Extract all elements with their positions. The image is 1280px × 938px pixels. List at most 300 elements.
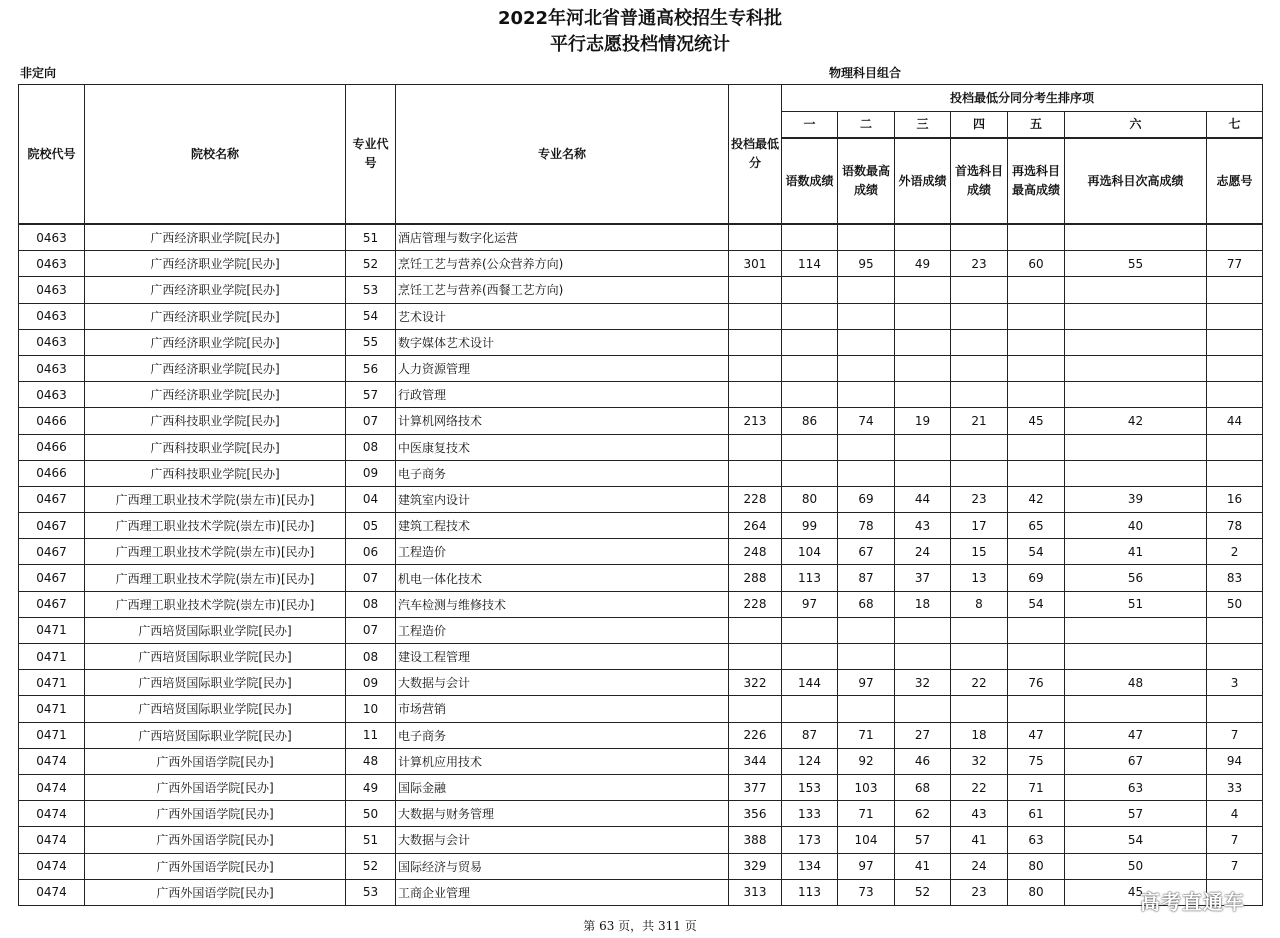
cell-major-name: 中医康复技术: [396, 434, 729, 460]
table-row: [19, 670, 1263, 696]
cell-min-score: [729, 382, 782, 408]
cell-min-score: [729, 224, 782, 251]
cell-chinese-math: 124: [782, 748, 838, 774]
cell-reselect-max: 69: [1008, 565, 1065, 591]
cell-reselect-max: 54: [1008, 591, 1065, 617]
cell-school-code: 0466: [19, 408, 85, 434]
header-school-code: 院校代号: [19, 85, 85, 225]
cell-major-code: 52: [346, 853, 396, 879]
cell-choice-number: [1207, 355, 1263, 381]
cell-school-code: 0466: [19, 460, 85, 486]
cell-major-code: 54: [346, 303, 396, 329]
cell-reselect-max: [1008, 277, 1065, 303]
cell-school-name: 广西科技职业学院[民办]: [85, 408, 346, 434]
cell-foreign-lang: 46: [895, 748, 951, 774]
cell-reselect-max: 71: [1008, 774, 1065, 800]
cell-first-subject: 24: [951, 853, 1008, 879]
cell-school-code: 0463: [19, 303, 85, 329]
cell-reselect-max: [1008, 696, 1065, 722]
table-row: [19, 748, 1263, 774]
table-row: [19, 355, 1263, 381]
cell-choice-number: 44: [1207, 408, 1263, 434]
cell-major-code: 50: [346, 801, 396, 827]
cell-school-name: 广西外国语学院[民办]: [85, 879, 346, 905]
table-row: [19, 434, 1263, 460]
table-row: [19, 879, 1263, 905]
cell-choice-number: 2: [1207, 539, 1263, 565]
cell-first-subject: [951, 434, 1008, 460]
cell-reselect-max: 42: [1008, 486, 1065, 512]
table-row: [19, 591, 1263, 617]
header-num-7: 七: [1207, 112, 1263, 139]
page-subtitle: 平行志愿投档情况统计: [550, 34, 730, 55]
cell-reselect-second: 40: [1065, 513, 1207, 539]
cell-reselect-second: [1065, 434, 1207, 460]
cell-school-code: 0467: [19, 565, 85, 591]
cell-chinese-math: 144: [782, 670, 838, 696]
cell-major-name: 大数据与会计: [396, 827, 729, 853]
cell-min-score: [729, 355, 782, 381]
cell-first-subject: 8: [951, 591, 1008, 617]
cell-school-code: 0474: [19, 853, 85, 879]
subject-combination-label: 物理科目组合: [829, 66, 902, 80]
cell-choice-number: 83: [1207, 565, 1263, 591]
cell-chinese-math: [782, 224, 838, 251]
cell-major-name: 电子商务: [396, 460, 729, 486]
cell-major-name: 工程造价: [396, 617, 729, 643]
cell-major-code: 08: [346, 434, 396, 460]
cell-chinese-math-max: [838, 382, 895, 408]
cell-school-code: 0463: [19, 355, 85, 381]
cell-major-code: 07: [346, 565, 396, 591]
cell-foreign-lang: 43: [895, 513, 951, 539]
header-num-4: 四: [951, 112, 1008, 139]
cell-school-name: 广西经济职业学院[民办]: [85, 251, 346, 277]
cell-reselect-max: [1008, 303, 1065, 329]
cell-major-code: 52: [346, 251, 396, 277]
cell-min-score: 388: [729, 827, 782, 853]
cell-first-subject: [951, 277, 1008, 303]
table-row: [19, 224, 1263, 251]
cell-chinese-math-max: 103: [838, 774, 895, 800]
table-row: [19, 382, 1263, 408]
cell-school-code: 0467: [19, 539, 85, 565]
table-row: [19, 408, 1263, 434]
cell-major-name: 汽车检测与维修技术: [396, 591, 729, 617]
cell-school-name: 广西理工职业技术学院(崇左市)[民办]: [85, 513, 346, 539]
cell-chinese-math-max: [838, 224, 895, 251]
cell-foreign-lang: [895, 303, 951, 329]
cell-min-score: [729, 460, 782, 486]
cell-first-subject: 15: [951, 539, 1008, 565]
cell-major-code: 53: [346, 879, 396, 905]
cell-foreign-lang: 62: [895, 801, 951, 827]
cell-school-name: 广西经济职业学院[民办]: [85, 277, 346, 303]
table-row: [19, 277, 1263, 303]
cell-reselect-max: [1008, 617, 1065, 643]
cell-foreign-lang: 52: [895, 879, 951, 905]
cell-chinese-math: 80: [782, 486, 838, 512]
cell-reselect-second: [1065, 277, 1207, 303]
cell-major-name: 工程造价: [396, 539, 729, 565]
cell-major-code: 57: [346, 382, 396, 408]
cell-first-subject: 41: [951, 827, 1008, 853]
cell-major-code: 51: [346, 827, 396, 853]
cell-first-subject: 32: [951, 748, 1008, 774]
cell-chinese-math: [782, 303, 838, 329]
cell-choice-number: [1207, 617, 1263, 643]
cell-reselect-second: [1065, 329, 1207, 355]
cell-reselect-second: [1065, 460, 1207, 486]
cell-school-name: 广西理工职业技术学院(崇左市)[民办]: [85, 486, 346, 512]
cell-chinese-math-max: 67: [838, 539, 895, 565]
cell-reselect-second: 54: [1065, 827, 1207, 853]
cell-major-code: 51: [346, 224, 396, 251]
cell-school-name: 广西经济职业学院[民办]: [85, 329, 346, 355]
cell-foreign-lang: 68: [895, 774, 951, 800]
cell-foreign-lang: [895, 355, 951, 381]
cell-chinese-math-max: 71: [838, 801, 895, 827]
header-sort-7: 志愿号: [1207, 138, 1263, 224]
cell-choice-number: 77: [1207, 251, 1263, 277]
cell-major-name: 国际经济与贸易: [396, 853, 729, 879]
cell-choice-number: 4: [1207, 801, 1263, 827]
cell-chinese-math: 134: [782, 853, 838, 879]
cell-major-code: 56: [346, 355, 396, 381]
cell-school-name: 广西科技职业学院[民办]: [85, 460, 346, 486]
header-sort-3: 外语成绩: [895, 138, 951, 224]
cell-first-subject: [951, 617, 1008, 643]
cell-major-code: 08: [346, 591, 396, 617]
cell-chinese-math: [782, 382, 838, 408]
cell-chinese-math-max: 104: [838, 827, 895, 853]
header-num-1: 一: [782, 112, 838, 139]
cell-reselect-max: [1008, 224, 1065, 251]
cell-chinese-math-max: 97: [838, 853, 895, 879]
cell-reselect-second: [1065, 303, 1207, 329]
cell-choice-number: [1207, 224, 1263, 251]
header-num-6: 六: [1065, 112, 1207, 139]
header-sort-1: 语数成绩: [782, 138, 838, 224]
header-sort-5: 再选科目最高成绩: [1008, 138, 1065, 224]
cell-min-score: 377: [729, 774, 782, 800]
cell-reselect-second: [1065, 617, 1207, 643]
header-school-name: 院校名称: [85, 85, 346, 225]
cell-school-name: 广西外国语学院[民办]: [85, 748, 346, 774]
page-title: 2022年河北省普通高校招生专科批: [497, 8, 783, 29]
cell-reselect-max: 45: [1008, 408, 1065, 434]
cell-min-score: [729, 617, 782, 643]
cell-chinese-math: 133: [782, 801, 838, 827]
cell-school-name: 广西培贤国际职业学院[民办]: [85, 722, 346, 748]
cell-chinese-math: [782, 355, 838, 381]
cell-min-score: [729, 329, 782, 355]
cell-reselect-second: 45: [1065, 879, 1207, 905]
cell-first-subject: 22: [951, 774, 1008, 800]
cell-first-subject: 23: [951, 251, 1008, 277]
cell-foreign-lang: 27: [895, 722, 951, 748]
cell-school-name: 广西经济职业学院[民办]: [85, 382, 346, 408]
cell-school-name: 广西理工职业技术学院(崇左市)[民办]: [85, 565, 346, 591]
cell-choice-number: [1207, 277, 1263, 303]
cell-min-score: 356: [729, 801, 782, 827]
cell-chinese-math: 153: [782, 774, 838, 800]
cell-chinese-math-max: 71: [838, 722, 895, 748]
header-num-3: 三: [895, 112, 951, 139]
cell-choice-number: 3: [1207, 670, 1263, 696]
cell-major-name: 机电一体化技术: [396, 565, 729, 591]
cell-reselect-second: 42: [1065, 408, 1207, 434]
cell-chinese-math: 99: [782, 513, 838, 539]
cell-chinese-math: 87: [782, 722, 838, 748]
table-row: [19, 460, 1263, 486]
cell-reselect-second: [1065, 644, 1207, 670]
cell-reselect-max: [1008, 434, 1065, 460]
cell-reselect-max: 60: [1008, 251, 1065, 277]
cell-chinese-math: [782, 434, 838, 460]
header-sort-6: 再选科目次高成绩: [1065, 138, 1207, 224]
cell-min-score: 288: [729, 565, 782, 591]
cell-reselect-second: 67: [1065, 748, 1207, 774]
cell-min-score: [729, 644, 782, 670]
table-row: [19, 774, 1263, 800]
cell-reselect-max: [1008, 329, 1065, 355]
cell-foreign-lang: [895, 224, 951, 251]
table-row: [19, 644, 1263, 670]
table-row: [19, 565, 1263, 591]
cell-major-code: 09: [346, 670, 396, 696]
cell-school-code: 0471: [19, 722, 85, 748]
cell-school-code: 0471: [19, 670, 85, 696]
cell-chinese-math-max: [838, 617, 895, 643]
cell-chinese-math: 173: [782, 827, 838, 853]
cell-major-name: 建筑工程技术: [396, 513, 729, 539]
cell-major-name: 国际金融: [396, 774, 729, 800]
cell-major-code: 53: [346, 277, 396, 303]
cell-choice-number: [1207, 329, 1263, 355]
cell-major-name: 大数据与会计: [396, 670, 729, 696]
cell-first-subject: [951, 355, 1008, 381]
cell-school-code: 0467: [19, 591, 85, 617]
cell-chinese-math: [782, 644, 838, 670]
cell-school-code: 0463: [19, 224, 85, 251]
cell-school-name: 广西培贤国际职业学院[民办]: [85, 644, 346, 670]
cell-choice-number: 7: [1207, 722, 1263, 748]
cell-school-name: 广西外国语学院[民办]: [85, 774, 346, 800]
cell-major-code: 48: [346, 748, 396, 774]
table-row: [19, 303, 1263, 329]
cell-choice-number: [1207, 434, 1263, 460]
header-major-code: 专业代号: [346, 85, 396, 225]
header-min-score: 投档最低分: [729, 85, 782, 225]
cell-first-subject: 22: [951, 670, 1008, 696]
cell-reselect-max: 65: [1008, 513, 1065, 539]
cell-major-name: 数字媒体艺术设计: [396, 329, 729, 355]
header-tie-group: 投档最低分同分考生排序项: [782, 85, 1263, 112]
table-row: [19, 801, 1263, 827]
cell-foreign-lang: [895, 277, 951, 303]
cell-first-subject: [951, 696, 1008, 722]
cell-choice-number: 94: [1207, 748, 1263, 774]
cell-school-name: 广西培贤国际职业学院[民办]: [85, 696, 346, 722]
cell-foreign-lang: 57: [895, 827, 951, 853]
cell-foreign-lang: [895, 434, 951, 460]
cell-chinese-math-max: 95: [838, 251, 895, 277]
cell-school-code: 0474: [19, 827, 85, 853]
cell-first-subject: [951, 329, 1008, 355]
cell-min-score: 329: [729, 853, 782, 879]
cell-reselect-max: 75: [1008, 748, 1065, 774]
cell-major-code: 08: [346, 644, 396, 670]
cell-foreign-lang: [895, 617, 951, 643]
cell-major-name: 工商企业管理: [396, 879, 729, 905]
cell-reselect-second: 50: [1065, 853, 1207, 879]
cell-min-score: 344: [729, 748, 782, 774]
cell-major-name: 人力资源管理: [396, 355, 729, 381]
cell-min-score: 248: [729, 539, 782, 565]
cell-chinese-math-max: [838, 644, 895, 670]
table-row: [19, 513, 1263, 539]
table-row: [19, 853, 1263, 879]
header-sort-2: 语数最高成绩: [838, 138, 895, 224]
cell-foreign-lang: [895, 329, 951, 355]
cell-chinese-math-max: 97: [838, 670, 895, 696]
cell-school-name: 广西经济职业学院[民办]: [85, 303, 346, 329]
cell-chinese-math-max: [838, 696, 895, 722]
cell-foreign-lang: [895, 382, 951, 408]
cell-first-subject: [951, 382, 1008, 408]
cell-school-code: 0463: [19, 277, 85, 303]
cell-school-name: 广西外国语学院[民办]: [85, 801, 346, 827]
cell-major-code: 11: [346, 722, 396, 748]
cell-reselect-second: 55: [1065, 251, 1207, 277]
cell-major-name: 艺术设计: [396, 303, 729, 329]
cell-school-code: 0474: [19, 774, 85, 800]
cell-chinese-math: [782, 460, 838, 486]
cell-chinese-math: [782, 696, 838, 722]
cell-school-name: 广西理工职业技术学院(崇左市)[民办]: [85, 539, 346, 565]
cell-min-score: 226: [729, 722, 782, 748]
cell-chinese-math: 104: [782, 539, 838, 565]
cell-school-code: 0467: [19, 513, 85, 539]
cell-reselect-max: [1008, 460, 1065, 486]
admission-table: [18, 84, 1263, 906]
cell-chinese-math: [782, 329, 838, 355]
cell-min-score: 228: [729, 591, 782, 617]
cell-foreign-lang: 32: [895, 670, 951, 696]
cell-major-code: 05: [346, 513, 396, 539]
cell-school-code: 0474: [19, 879, 85, 905]
cell-foreign-lang: 24: [895, 539, 951, 565]
cell-school-name: 广西培贤国际职业学院[民办]: [85, 670, 346, 696]
cell-major-name: 烹饪工艺与营养(公众营养方向): [396, 251, 729, 277]
cell-major-name: 电子商务: [396, 722, 729, 748]
cell-first-subject: 23: [951, 879, 1008, 905]
table-row: [19, 827, 1263, 853]
cell-school-name: 广西培贤国际职业学院[民办]: [85, 617, 346, 643]
cell-chinese-math-max: 92: [838, 748, 895, 774]
cell-chinese-math-max: 73: [838, 879, 895, 905]
cell-major-name: 计算机网络技术: [396, 408, 729, 434]
cell-school-code: 0471: [19, 617, 85, 643]
cell-min-score: 301: [729, 251, 782, 277]
cell-school-code: 0471: [19, 644, 85, 670]
cell-choice-number: 16: [1207, 486, 1263, 512]
header-num-5: 五: [1008, 112, 1065, 139]
cell-reselect-second: 56: [1065, 565, 1207, 591]
cell-chinese-math: 113: [782, 565, 838, 591]
cell-choice-number: 33: [1207, 774, 1263, 800]
cell-choice-number: [1207, 696, 1263, 722]
cell-min-score: 228: [729, 486, 782, 512]
cell-choice-number: 50: [1207, 591, 1263, 617]
cell-chinese-math: 114: [782, 251, 838, 277]
cell-foreign-lang: 41: [895, 853, 951, 879]
cell-school-code: 0474: [19, 801, 85, 827]
table-row: [19, 329, 1263, 355]
cell-reselect-max: 61: [1008, 801, 1065, 827]
cell-min-score: 313: [729, 879, 782, 905]
cell-reselect-max: 47: [1008, 722, 1065, 748]
cell-min-score: [729, 434, 782, 460]
header-sort-4: 首选科目成绩: [951, 138, 1008, 224]
cell-chinese-math: 113: [782, 879, 838, 905]
cell-school-code: 0463: [19, 251, 85, 277]
cell-major-code: 06: [346, 539, 396, 565]
cell-chinese-math-max: 68: [838, 591, 895, 617]
cell-school-code: 0467: [19, 486, 85, 512]
cell-chinese-math-max: 69: [838, 486, 895, 512]
cell-chinese-math-max: 87: [838, 565, 895, 591]
cell-school-code: 0474: [19, 748, 85, 774]
cell-reselect-second: [1065, 355, 1207, 381]
page-footer: 第 63 页，共 311 页: [583, 919, 697, 933]
cell-reselect-second: [1065, 696, 1207, 722]
cell-chinese-math-max: 78: [838, 513, 895, 539]
cell-first-subject: 21: [951, 408, 1008, 434]
cell-choice-number: [1207, 644, 1263, 670]
cell-min-score: [729, 303, 782, 329]
cell-chinese-math-max: [838, 355, 895, 381]
cell-reselect-max: 76: [1008, 670, 1065, 696]
cell-first-subject: 17: [951, 513, 1008, 539]
cell-reselect-max: [1008, 644, 1065, 670]
cell-school-code: 0471: [19, 696, 85, 722]
cell-chinese-math: 86: [782, 408, 838, 434]
cell-reselect-max: [1008, 382, 1065, 408]
cell-major-name: 计算机应用技术: [396, 748, 729, 774]
cell-school-code: 0466: [19, 434, 85, 460]
cell-major-code: 07: [346, 408, 396, 434]
cell-foreign-lang: 18: [895, 591, 951, 617]
cell-major-code: 49: [346, 774, 396, 800]
cell-major-code: 10: [346, 696, 396, 722]
table-body: [19, 224, 1263, 905]
cell-reselect-second: 47: [1065, 722, 1207, 748]
table-row: [19, 251, 1263, 277]
cell-first-subject: 23: [951, 486, 1008, 512]
cell-school-name: 广西经济职业学院[民办]: [85, 355, 346, 381]
cell-reselect-second: [1065, 224, 1207, 251]
cell-reselect-second: [1065, 382, 1207, 408]
header-major-name: 专业名称: [396, 85, 729, 225]
cell-min-score: [729, 277, 782, 303]
cell-major-name: 建筑室内设计: [396, 486, 729, 512]
cell-min-score: [729, 696, 782, 722]
table-row: [19, 696, 1263, 722]
category-label: 非定向: [20, 66, 57, 80]
cell-min-score: 264: [729, 513, 782, 539]
